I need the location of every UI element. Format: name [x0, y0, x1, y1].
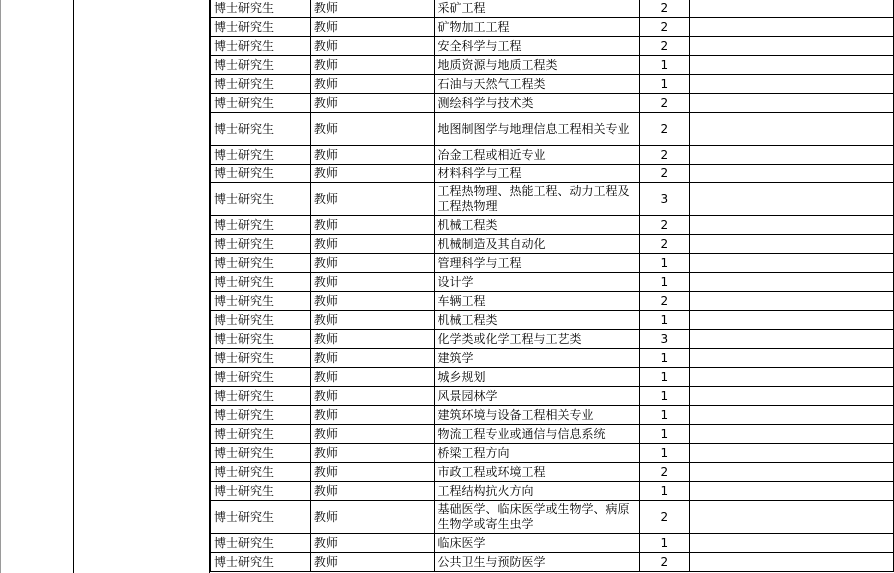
degree-cell: 博士研究生 [211, 0, 311, 18]
notes-cell [689, 235, 893, 254]
degree-cell: 博士研究生 [211, 235, 311, 254]
count-cell: 2 [639, 216, 689, 235]
degree-cell: 博士研究生 [211, 368, 311, 387]
position-cell: 教师 [310, 330, 434, 349]
position-cell: 教师 [310, 292, 434, 311]
table-row [211, 37, 894, 56]
degree-cell: 博士研究生 [211, 311, 311, 330]
position-cell: 教师 [310, 553, 434, 572]
degree-cell: 博士研究生 [211, 501, 311, 534]
notes-cell [689, 75, 893, 94]
degree-cell: 博士研究生 [211, 444, 311, 463]
major-cell: 建筑环境与设备工程相关专业 [434, 406, 639, 425]
position-cell: 教师 [310, 425, 434, 444]
notes-cell [689, 183, 893, 216]
count-cell: 2 [639, 37, 689, 56]
count-cell: 3 [639, 183, 689, 216]
degree-cell: 博士研究生 [211, 406, 311, 425]
table-row [211, 146, 894, 165]
column-divider-1 [73, 0, 74, 573]
count-cell: 2 [639, 113, 689, 146]
count-cell: 1 [639, 56, 689, 75]
degree-cell: 博士研究生 [211, 273, 311, 292]
notes-cell [689, 0, 893, 18]
major-cell: 地图制图学与地理信息工程相关专业 [434, 113, 639, 146]
count-cell: 1 [639, 406, 689, 425]
degree-cell: 博士研究生 [211, 165, 311, 183]
position-cell: 教师 [310, 368, 434, 387]
notes-cell [689, 330, 893, 349]
count-cell: 1 [639, 387, 689, 406]
count-cell: 1 [639, 349, 689, 368]
major-cell: 城乡规划 [434, 368, 639, 387]
table-row [211, 444, 894, 463]
count-cell: 1 [639, 534, 689, 553]
degree-cell: 博士研究生 [211, 18, 311, 37]
degree-cell: 博士研究生 [211, 553, 311, 572]
table-row [211, 387, 894, 406]
degree-cell: 博士研究生 [211, 75, 311, 94]
table-row [211, 534, 894, 553]
degree-cell: 博士研究生 [211, 113, 311, 146]
major-cell: 工程结构抗火方向 [434, 482, 639, 501]
position-cell: 教师 [310, 0, 434, 18]
position-cell: 教师 [310, 311, 434, 330]
notes-cell [689, 444, 893, 463]
notes-cell [689, 94, 893, 113]
count-cell: 1 [639, 273, 689, 292]
major-cell: 测绘科学与技术类 [434, 94, 639, 113]
count-cell: 1 [639, 368, 689, 387]
table-row [211, 75, 894, 94]
degree-cell: 博士研究生 [211, 254, 311, 273]
table-row [211, 501, 894, 534]
count-cell: 2 [639, 0, 689, 18]
major-cell: 安全科学与工程 [434, 37, 639, 56]
major-cell: 基础医学、临床医学或生物学、病原生物学或寄生虫学 [434, 501, 639, 534]
degree-cell: 博士研究生 [211, 482, 311, 501]
notes-cell [689, 368, 893, 387]
major-cell: 市政工程或环境工程 [434, 463, 639, 482]
column-divider-left-edge [0, 0, 1, 573]
major-cell: 建筑学 [434, 349, 639, 368]
table-row [211, 425, 894, 444]
position-cell: 教师 [310, 387, 434, 406]
table-row [211, 463, 894, 482]
table-row [211, 406, 894, 425]
table-row [211, 56, 894, 75]
major-cell: 车辆工程 [434, 292, 639, 311]
count-cell: 1 [639, 254, 689, 273]
position-cell: 教师 [310, 18, 434, 37]
major-cell: 冶金工程或相近专业 [434, 146, 639, 165]
position-cell: 教师 [310, 165, 434, 183]
major-cell: 矿物加工工程 [434, 18, 639, 37]
table-row [211, 553, 894, 572]
notes-cell [689, 406, 893, 425]
count-cell: 2 [639, 292, 689, 311]
count-cell: 2 [639, 235, 689, 254]
notes-cell [689, 146, 893, 165]
notes-cell [689, 292, 893, 311]
major-cell: 机械工程类 [434, 216, 639, 235]
count-cell: 1 [639, 444, 689, 463]
major-cell: 材料科学与工程 [434, 165, 639, 183]
count-cell: 1 [639, 311, 689, 330]
notes-cell [689, 273, 893, 292]
major-cell: 桥梁工程方向 [434, 444, 639, 463]
degree-cell: 博士研究生 [211, 463, 311, 482]
position-cell: 教师 [310, 273, 434, 292]
table-row [211, 18, 894, 37]
position-cell: 教师 [310, 463, 434, 482]
count-cell: 2 [639, 501, 689, 534]
count-cell: 2 [639, 165, 689, 183]
degree-cell: 博士研究生 [211, 56, 311, 75]
major-cell: 采矿工程 [434, 0, 639, 18]
notes-cell [689, 56, 893, 75]
table-row [211, 482, 894, 501]
notes-cell [689, 534, 893, 553]
degree-cell: 博士研究生 [211, 216, 311, 235]
table-row [211, 254, 894, 273]
table-row [211, 349, 894, 368]
notes-cell [689, 254, 893, 273]
notes-cell [689, 311, 893, 330]
notes-cell [689, 18, 893, 37]
count-cell: 1 [639, 75, 689, 94]
notes-cell [689, 387, 893, 406]
notes-cell [689, 501, 893, 534]
notes-cell [689, 425, 893, 444]
degree-cell: 博士研究生 [211, 292, 311, 311]
table-row [211, 368, 894, 387]
position-cell: 教师 [310, 75, 434, 94]
notes-cell [689, 553, 893, 572]
table-row [211, 94, 894, 113]
count-cell: 1 [639, 425, 689, 444]
table-row [211, 183, 894, 216]
count-cell: 2 [639, 463, 689, 482]
table-row [211, 311, 894, 330]
degree-cell: 博士研究生 [211, 330, 311, 349]
major-cell: 临床医学 [434, 534, 639, 553]
major-cell: 机械工程类 [434, 311, 639, 330]
major-cell: 公共卫生与预防医学 [434, 553, 639, 572]
degree-cell: 博士研究生 [211, 425, 311, 444]
table-body [210, 0, 894, 572]
degree-cell: 博士研究生 [211, 146, 311, 165]
major-cell: 机械制造及其自动化 [434, 235, 639, 254]
position-cell: 教师 [310, 501, 434, 534]
position-cell: 教师 [310, 349, 434, 368]
degree-cell: 博士研究生 [211, 94, 311, 113]
count-cell: 2 [639, 553, 689, 572]
table-row [211, 273, 894, 292]
notes-cell [689, 463, 893, 482]
major-cell: 风景园林学 [434, 387, 639, 406]
count-cell: 1 [639, 482, 689, 501]
major-cell: 工程热物理、热能工程、动力工程及工程热物理 [434, 183, 639, 216]
table-row [211, 216, 894, 235]
position-cell: 教师 [310, 406, 434, 425]
notes-cell [689, 37, 893, 56]
position-cell: 教师 [310, 37, 434, 56]
degree-cell: 博士研究生 [211, 183, 311, 216]
degree-cell: 博士研究生 [211, 37, 311, 56]
position-cell: 教师 [310, 56, 434, 75]
major-cell: 物流工程专业或通信与信息系统 [434, 425, 639, 444]
table-row [211, 235, 894, 254]
major-cell: 设计学 [434, 273, 639, 292]
position-cell: 教师 [310, 444, 434, 463]
major-cell: 地质资源与地质工程类 [434, 56, 639, 75]
notes-cell [689, 349, 893, 368]
notes-cell [689, 482, 893, 501]
major-cell: 管理科学与工程 [434, 254, 639, 273]
table-row [211, 113, 894, 146]
position-cell: 教师 [310, 482, 434, 501]
position-cell: 教师 [310, 254, 434, 273]
count-cell: 2 [639, 146, 689, 165]
position-cell: 教师 [310, 94, 434, 113]
notes-cell [689, 216, 893, 235]
count-cell: 2 [639, 94, 689, 113]
table-row [211, 165, 894, 183]
table-row [211, 0, 894, 18]
position-cell: 教师 [310, 146, 434, 165]
degree-cell: 博士研究生 [211, 349, 311, 368]
major-cell: 化学类或化学工程与工艺类 [434, 330, 639, 349]
position-cell: 教师 [310, 216, 434, 235]
count-cell: 2 [639, 18, 689, 37]
position-cell: 教师 [310, 534, 434, 553]
notes-cell [689, 113, 893, 146]
position-cell: 教师 [310, 183, 434, 216]
position-cell: 教师 [310, 113, 434, 146]
position-cell: 教师 [310, 235, 434, 254]
table-row [211, 330, 894, 349]
major-cell: 石油与天然气工程类 [434, 75, 639, 94]
table-row [211, 292, 894, 311]
degree-cell: 博士研究生 [211, 387, 311, 406]
notes-cell [689, 165, 893, 183]
degree-cell: 博士研究生 [211, 534, 311, 553]
count-cell: 3 [639, 330, 689, 349]
